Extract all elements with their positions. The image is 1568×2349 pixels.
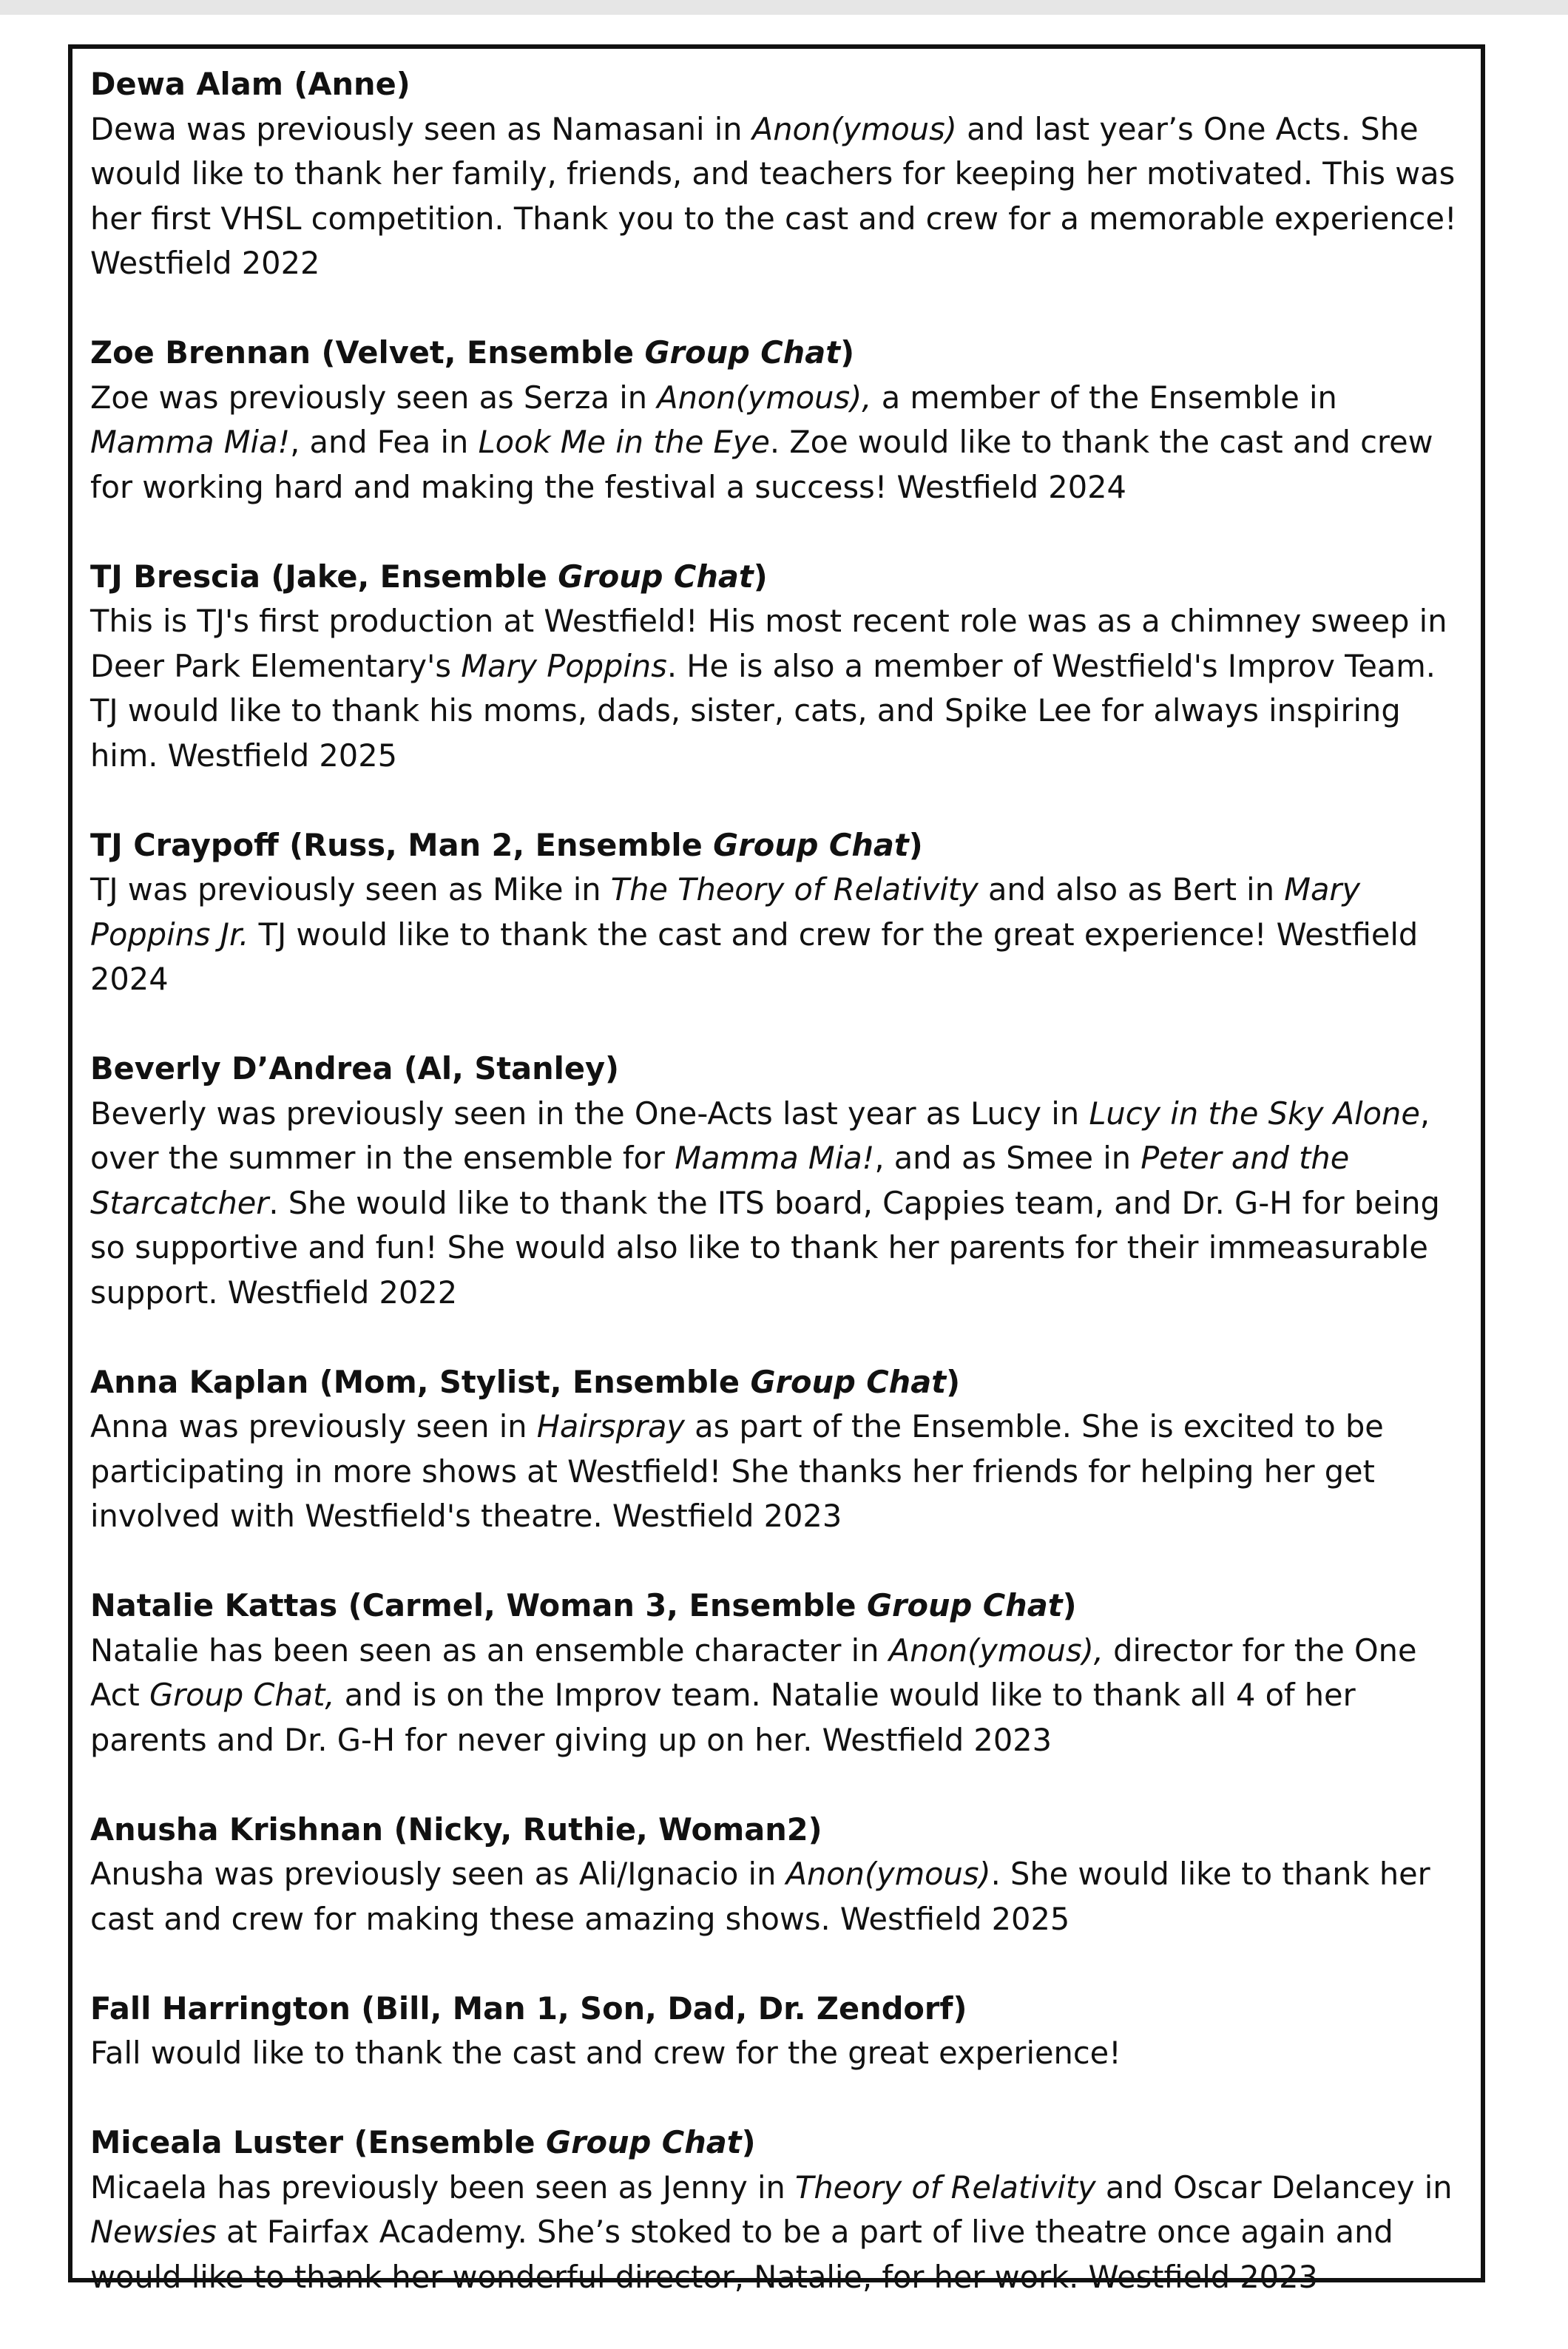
bio-text <box>90 1852 1457 1941</box>
bio-entry <box>90 62 1457 286</box>
bio-name-title: Group Chat <box>546 2124 742 2160</box>
cast-bios-box <box>68 44 1485 2295</box>
bio-show-title: Theory of Relativity <box>795 2169 1096 2206</box>
bio-text-run: , and Fea in <box>290 424 479 460</box>
bio-text-run: . Zoe would like to thank the cast and crew for working hard and making the festival a success! Westfield 2024 <box>90 424 1433 505</box>
bio-text-run: This is TJ's first production at Westfield! His most recent role was as a chimney sweep in Deer Park Elementary's <box>90 603 1447 684</box>
bio-show-title: Newsies <box>90 2214 217 2250</box>
bio-text <box>90 599 1457 778</box>
bio-name-text: ) <box>741 2124 756 2160</box>
bio-name-title: Group Chat <box>558 558 754 595</box>
bio-text-run: and last year’s One Acts. She would like to thank her family, friends, and teachers for keeping her motivated. This was her first VHSL competition. Thank you to the cast and crew for a memorable experience! Westfield 2022 <box>90 110 1457 281</box>
bio-name-text: Zoe Brennan (Velvet, Ensemble <box>90 334 645 371</box>
bio-name <box>90 1360 1457 1405</box>
bio-name-text: ) <box>908 826 923 863</box>
bio-text-run: as part of the Ensemble. She is excited to be participating in more shows at Westfield! She thanks her friends for helping her get involved with Westfield's theatre. Westfield 2023 <box>90 1408 1384 1534</box>
bio-entry <box>90 1047 1457 1315</box>
bio-name <box>90 331 1457 376</box>
bio-entry <box>90 555 1457 779</box>
bio-text-run: at Fairfax Academy. She’s stoked to be a part of live theatre once again and would like to thank her wonderful director, Natalie, for her work. Westfield 2023 <box>90 2214 1393 2295</box>
bio-text-run: Fall would like to thank the cast and crew for the great experience! <box>90 2035 1121 2071</box>
bio-show-title: Lucy in the Sky Alone <box>1089 1095 1420 1132</box>
bio-text-run: Micaela has previously been seen as Jenny in <box>90 2169 796 2206</box>
bio-show-title: Hairspray <box>536 1408 685 1444</box>
bio-text-run: a member of the Ensemble in <box>871 379 1337 416</box>
bio-name <box>90 1987 1457 2032</box>
bio-name-title: Group Chat <box>866 1587 1063 1623</box>
bio-text-run: Beverly was previously seen in the One-Acts last year as Lucy in <box>90 1095 1089 1132</box>
bio-name-text: ) <box>753 558 768 595</box>
bio-show-title: Mamma Mia! <box>90 424 291 460</box>
bio-name-title: Group Chat <box>750 1363 947 1400</box>
bio-name-text: ) <box>1062 1587 1077 1623</box>
bio-text-run: and also as Bert in <box>978 871 1285 908</box>
bio-show-title: Group Chat, <box>149 1677 335 1713</box>
bio-name-title: Group Chat <box>644 334 841 371</box>
bio-name-title: Group Chat <box>713 826 909 863</box>
bio-entry <box>90 2120 1457 2299</box>
bio-show-title: Anon(ymous) <box>751 110 957 147</box>
bio-name <box>90 1808 1457 1853</box>
bio-text-run: Dewa was previously seen as Namasani in <box>90 110 752 147</box>
bio-show-title: Peter and the Starcatcher <box>90 1140 1350 1221</box>
bio-name-text: Dewa Alam (Anne) <box>90 66 410 102</box>
bio-text-run: , and as Smee in <box>874 1140 1141 1176</box>
bio-name-text: Miceala Luster (Ensemble <box>90 2124 547 2160</box>
bio-name-text: Fall Harrington (Bill, Man 1, Son, Dad, Dr. Zendorf) <box>90 1990 967 2027</box>
bio-name <box>90 62 1457 107</box>
bio-show-title: Look Me in the Eye <box>478 424 770 460</box>
bio-text-run: Anna was previously seen in <box>90 1408 537 1444</box>
bio-name <box>90 555 1457 600</box>
bio-text-run: Zoe was previously seen as Serza in <box>90 379 658 416</box>
bio-text-run: Anusha was previously seen as Ali/Ignacio in <box>90 1856 786 1892</box>
bio-show-title: Mary Poppins Jr. <box>90 871 1361 953</box>
bio-text <box>90 2031 1457 2076</box>
bio-show-title: Anon(ymous) <box>785 1856 991 1892</box>
bio-text-run: Natalie has been seen as an ensemble character in <box>90 1632 889 1669</box>
bio-entry <box>90 1808 1457 1942</box>
bio-name-text: Anna Kaplan (Mom, Stylist, Ensemble <box>90 1363 751 1400</box>
bio-name <box>90 1047 1457 1092</box>
bio-name-text: Beverly D’Andrea (Al, Stanley) <box>90 1050 620 1086</box>
bio-text <box>90 2166 1457 2300</box>
bio-text-run: and Oscar Delancey in <box>1095 2169 1453 2206</box>
bio-show-title: Mamma Mia! <box>675 1140 875 1176</box>
bio-text <box>90 107 1457 286</box>
bio-text <box>90 1405 1457 1539</box>
top-edge-strip <box>0 0 1568 15</box>
bio-text-run: TJ would like to thank the cast and crew for the great experience! Westfield 2024 <box>90 916 1419 997</box>
bio-name-text: Natalie Kattas (Carmel, Woman 3, Ensemble <box>90 1587 867 1623</box>
bio-entry <box>90 1987 1457 2076</box>
bio-name <box>90 2120 1457 2166</box>
bio-text <box>90 868 1457 1002</box>
bio-text-run: . She would like to thank the ITS board, Cappies team, and Dr. G-H for being so supportive and fun! She would also like to thank her parents for their immeasurable support. Westfield 2022 <box>90 1184 1440 1311</box>
bio-show-title: The Theory of Relativity <box>610 871 979 908</box>
bio-show-title: Anon(ymous), <box>657 379 872 416</box>
bio-text-run: . He is also a member of Westfield's Improv Team. TJ would like to thank his moms, dads, sister, cats, and Spike Lee for always inspiring him. Westfield 2025 <box>90 647 1436 774</box>
bio-text-run: director for the One Act <box>90 1632 1417 1713</box>
bio-name-text: ) <box>840 334 855 371</box>
bio-entry <box>90 823 1457 1002</box>
bio-text <box>90 1092 1457 1316</box>
bio-text <box>90 1629 1457 1763</box>
bio-name-text: Anusha Krishnan (Nicky, Ruthie, Woman2) <box>90 1811 822 1848</box>
bio-name-text: ) <box>946 1363 961 1400</box>
bio-name <box>90 1584 1457 1629</box>
bio-entry <box>90 331 1457 510</box>
bio-text <box>90 376 1457 510</box>
bio-text-run: and is on the Improv team. Natalie would like to thank all 4 of her parents and Dr. G-H for never giving up on her. Westfield 2023 <box>90 1677 1356 1758</box>
bio-show-title: Anon(ymous), <box>888 1632 1104 1669</box>
bio-name <box>90 823 1457 868</box>
bio-text-run: , over the summer in the ensemble for <box>90 1095 1430 1176</box>
bio-show-title: Mary Poppins <box>461 647 667 684</box>
bio-text-run: TJ was previously seen as Mike in <box>90 871 611 908</box>
bio-entry <box>90 1584 1457 1762</box>
bio-entry <box>90 1360 1457 1539</box>
bio-name-text: TJ Craypoff (Russ, Man 2, Ensemble <box>90 826 714 863</box>
bio-name-text: TJ Brescia (Jake, Ensemble <box>90 558 558 595</box>
bio-text-run: . She would like to thank her cast and crew for making these amazing shows. Westfield 2025 <box>90 1856 1430 1937</box>
